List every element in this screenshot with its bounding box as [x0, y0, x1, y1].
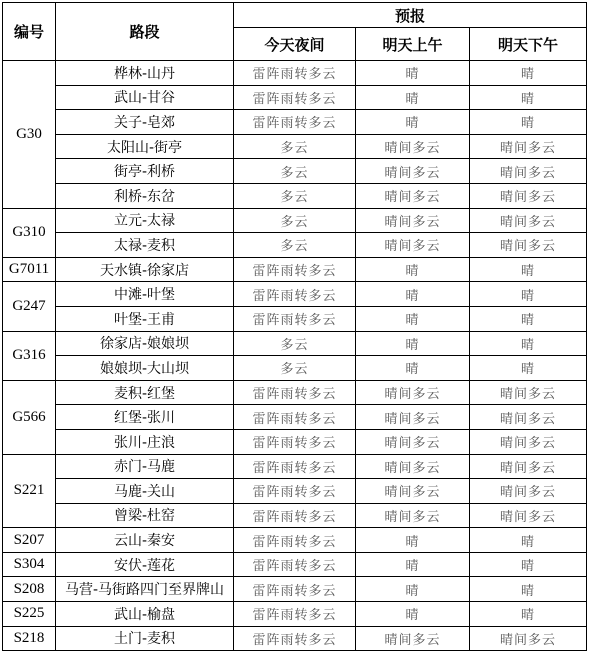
forecast-tomorrow-am: 晴间多云 [356, 208, 470, 233]
header-tomorrow-pm: 明天下午 [470, 28, 587, 61]
road-section: 桦林-山丹 [56, 61, 234, 86]
table-row [3, 429, 587, 454]
forecast-tomorrow-pm: 晴间多云 [470, 479, 587, 504]
forecast-tonight: 雷阵雨转多云 [234, 479, 356, 504]
forecast-tomorrow-pm: 晴间多云 [470, 233, 587, 258]
forecast-tomorrow-am: 晴 [356, 110, 470, 135]
forecast-tomorrow-pm: 晴间多云 [470, 405, 587, 430]
forecast-tomorrow-am: 晴 [356, 528, 470, 553]
route-code: G7011 [3, 257, 56, 282]
route-code: G566 [3, 380, 56, 454]
forecast-tomorrow-am: 晴 [356, 356, 470, 381]
route-code: G310 [3, 208, 56, 257]
forecast-tomorrow-am: 晴间多云 [356, 479, 470, 504]
forecast-tomorrow-pm: 晴 [470, 282, 587, 307]
forecast-tomorrow-pm: 晴 [470, 577, 587, 602]
road-section: 马营-马街路四门至界牌山 [56, 577, 234, 602]
road-section: 曾梁-杜窑 [56, 503, 234, 528]
route-code: G316 [3, 331, 56, 380]
forecast-tomorrow-pm: 晴间多云 [470, 159, 587, 184]
table-row [3, 479, 587, 504]
route-code: S221 [3, 454, 56, 528]
header-tonight: 今天夜间 [234, 28, 356, 61]
forecast-tomorrow-pm: 晴间多云 [470, 380, 587, 405]
road-section: 土门-麦积 [56, 626, 234, 651]
table-row [3, 380, 587, 405]
forecast-tomorrow-pm: 晴间多云 [470, 134, 587, 159]
forecast-tonight: 雷阵雨转多云 [234, 61, 356, 86]
table-row [3, 233, 587, 258]
forecast-tonight: 雷阵雨转多云 [234, 85, 356, 110]
forecast-tonight: 雷阵雨转多云 [234, 626, 356, 651]
table-row [3, 183, 587, 208]
table-row [3, 85, 587, 110]
table-row [3, 602, 587, 627]
forecast-tomorrow-pm: 晴 [470, 61, 587, 86]
forecast-tomorrow-pm: 晴间多云 [470, 626, 587, 651]
forecast-tonight: 多云 [234, 134, 356, 159]
route-code: G247 [3, 282, 56, 331]
forecast-tomorrow-am: 晴间多云 [356, 183, 470, 208]
route-code: S208 [3, 577, 56, 602]
forecast-tonight: 雷阵雨转多云 [234, 380, 356, 405]
forecast-tomorrow-pm: 晴 [470, 257, 587, 282]
table-row [3, 454, 587, 479]
forecast-tomorrow-pm: 晴间多云 [470, 183, 587, 208]
road-section: 赤门-马鹿 [56, 454, 234, 479]
forecast-tonight: 雷阵雨转多云 [234, 454, 356, 479]
forecast-tomorrow-pm: 晴 [470, 552, 587, 577]
forecast-tomorrow-am: 晴 [356, 282, 470, 307]
table-row [3, 257, 587, 282]
road-section: 叶堡-王甫 [56, 306, 234, 331]
forecast-tomorrow-am: 晴间多云 [356, 159, 470, 184]
forecast-tomorrow-am: 晴间多云 [356, 503, 470, 528]
forecast-tonight: 雷阵雨转多云 [234, 528, 356, 553]
table-row [3, 626, 587, 651]
header-tomorrow-am: 明天上午 [356, 28, 470, 61]
route-code: S225 [3, 602, 56, 627]
table-row [3, 503, 587, 528]
forecast-tonight: 雷阵雨转多云 [234, 503, 356, 528]
forecast-tomorrow-am: 晴 [356, 306, 470, 331]
table-row [3, 61, 587, 86]
road-section: 利桥-东岔 [56, 183, 234, 208]
forecast-tomorrow-am: 晴 [356, 577, 470, 602]
forecast-tonight: 雷阵雨转多云 [234, 577, 356, 602]
forecast-tomorrow-am: 晴 [356, 602, 470, 627]
forecast-tomorrow-am: 晴间多云 [356, 454, 470, 479]
forecast-tomorrow-am: 晴间多云 [356, 380, 470, 405]
forecast-tomorrow-pm: 晴 [470, 356, 587, 381]
forecast-tonight: 多云 [234, 159, 356, 184]
table-row [3, 306, 587, 331]
header-code: 编号 [3, 3, 56, 61]
forecast-tonight: 多云 [234, 331, 356, 356]
forecast-tomorrow-pm: 晴间多云 [470, 429, 587, 454]
forecast-tomorrow-pm: 晴间多云 [470, 454, 587, 479]
forecast-tonight: 多云 [234, 183, 356, 208]
table-row [3, 208, 587, 233]
route-code: S207 [3, 528, 56, 553]
table-row [3, 331, 587, 356]
forecast-tonight: 雷阵雨转多云 [234, 429, 356, 454]
table-row [3, 405, 587, 430]
road-section: 娘娘坝-大山坝 [56, 356, 234, 381]
forecast-tonight: 雷阵雨转多云 [234, 552, 356, 577]
table-row [3, 552, 587, 577]
forecast-tonight: 多云 [234, 208, 356, 233]
route-code: G30 [3, 61, 56, 209]
table-row [3, 282, 587, 307]
road-section: 红堡-张川 [56, 405, 234, 430]
forecast-tonight: 雷阵雨转多云 [234, 602, 356, 627]
road-section: 太禄-麦积 [56, 233, 234, 258]
table-row [3, 159, 587, 184]
forecast-tonight: 雷阵雨转多云 [234, 306, 356, 331]
forecast-tomorrow-pm: 晴 [470, 331, 587, 356]
road-section: 麦积-红堡 [56, 380, 234, 405]
forecast-tomorrow-pm: 晴 [470, 306, 587, 331]
road-section: 关子-皂郊 [56, 110, 234, 135]
forecast-tomorrow-am: 晴间多云 [356, 405, 470, 430]
forecast-tomorrow-am: 晴间多云 [356, 233, 470, 258]
road-section: 徐家店-娘娘坝 [56, 331, 234, 356]
forecast-tomorrow-pm: 晴 [470, 602, 587, 627]
forecast-tonight: 雷阵雨转多云 [234, 405, 356, 430]
road-section: 武山-榆盘 [56, 602, 234, 627]
table-row [3, 110, 587, 135]
table-row [3, 134, 587, 159]
road-section: 立元-太禄 [56, 208, 234, 233]
route-code: S218 [3, 626, 56, 651]
forecast-tomorrow-pm: 晴间多云 [470, 208, 587, 233]
forecast-tomorrow-am: 晴 [356, 85, 470, 110]
forecast-tonight: 雷阵雨转多云 [234, 110, 356, 135]
road-section: 安伏-莲花 [56, 552, 234, 577]
road-section: 太阳山-街亭 [56, 134, 234, 159]
table-row [3, 577, 587, 602]
table-row [3, 528, 587, 553]
forecast-tomorrow-pm: 晴 [470, 110, 587, 135]
road-section: 中滩-叶堡 [56, 282, 234, 307]
forecast-tomorrow-pm: 晴间多云 [470, 503, 587, 528]
forecast-tomorrow-am: 晴 [356, 331, 470, 356]
table-body [3, 61, 587, 651]
forecast-tomorrow-pm: 晴 [470, 528, 587, 553]
road-section: 天水镇-徐家店 [56, 257, 234, 282]
header-forecast: 预报 [234, 3, 587, 28]
header-section: 路段 [56, 3, 234, 61]
route-code: S304 [3, 552, 56, 577]
forecast-tomorrow-am: 晴 [356, 257, 470, 282]
forecast-tomorrow-am: 晴 [356, 61, 470, 86]
forecast-table [2, 2, 587, 651]
forecast-tomorrow-am: 晴 [356, 552, 470, 577]
road-section: 街亭-利桥 [56, 159, 234, 184]
forecast-tonight: 雷阵雨转多云 [234, 282, 356, 307]
forecast-tomorrow-am: 晴间多云 [356, 429, 470, 454]
forecast-tomorrow-am: 晴间多云 [356, 134, 470, 159]
forecast-tonight: 雷阵雨转多云 [234, 257, 356, 282]
road-section: 张川-庄浪 [56, 429, 234, 454]
road-section: 武山-甘谷 [56, 85, 234, 110]
road-section: 云山-秦安 [56, 528, 234, 553]
forecast-tonight: 多云 [234, 233, 356, 258]
road-section: 马鹿-关山 [56, 479, 234, 504]
forecast-tomorrow-pm: 晴 [470, 85, 587, 110]
forecast-tomorrow-am: 晴间多云 [356, 626, 470, 651]
forecast-tonight: 多云 [234, 356, 356, 381]
table-row [3, 356, 587, 381]
